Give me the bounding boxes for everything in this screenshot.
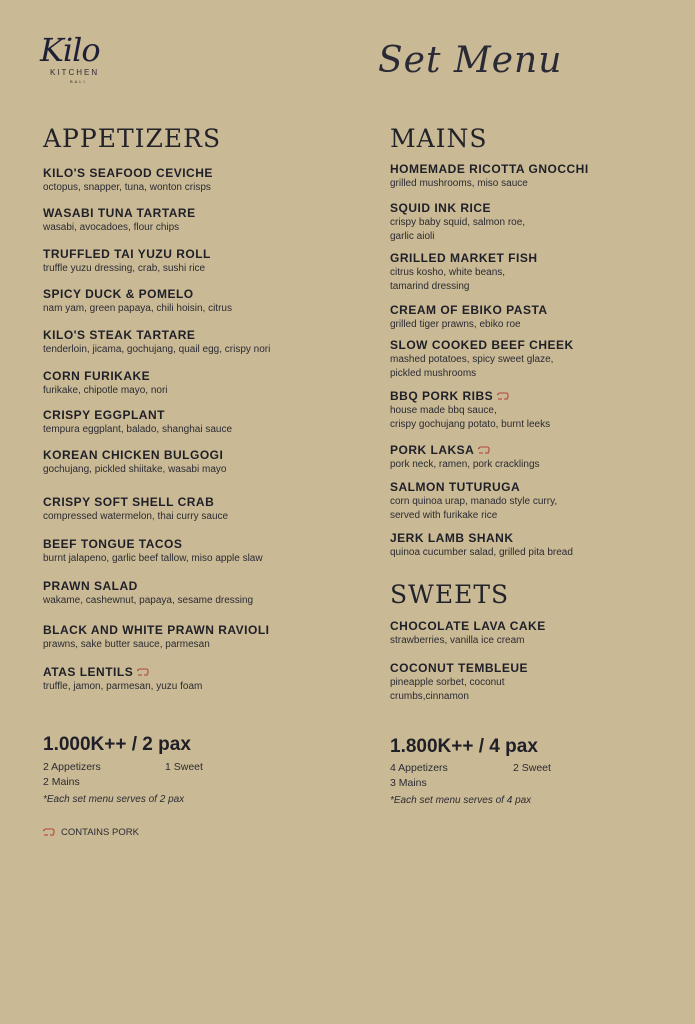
logo-subtitle: KITCHEN [50, 68, 100, 77]
item-name: CREAM OF EBIKO PASTA [390, 303, 548, 317]
item-desc: citrus kosho, white beans, [390, 267, 506, 278]
item-desc: crispy gochujang potato, burnt leeks [390, 419, 551, 430]
item-name: TRUFFLED TAI YUZU ROLL [43, 247, 211, 261]
set-sweets: 1 Sweet [165, 761, 203, 773]
menu-item [43, 247, 211, 276]
item-name: BLACK AND WHITE PRAWN RAVIOLI [43, 623, 270, 637]
set-price: 1.000K++ / 2 pax [43, 734, 191, 755]
item-desc: tempura eggplant, balado, shanghai sauce [43, 424, 233, 435]
set-appetizers: 2 Appetizers [43, 761, 101, 773]
set-two-pax [43, 734, 343, 824]
legend-label: CONTAINS PORK [61, 827, 139, 838]
item-desc: pork neck, ramen, pork cracklings [390, 459, 540, 470]
menu-item [390, 251, 538, 294]
menu-item [43, 328, 270, 357]
item-name: CRISPY EGGPLANT [43, 408, 165, 422]
item-name: SALMON TUTURUGA [390, 480, 521, 494]
item-desc: mashed potatoes, spicy sweet glaze, [390, 354, 554, 365]
item-desc: pineapple sorbet, coconut [390, 677, 505, 688]
item-desc: quinoa cucumber salad, grilled pita bread [390, 547, 573, 558]
item-name: CHOCOLATE LAVA CAKE [390, 619, 546, 633]
item-name [390, 443, 540, 458]
set-note: *Each set menu serves of 2 pax [43, 794, 185, 805]
item-desc: burnt jalapeno, garlic beef tallow, miso apple slaw [43, 553, 263, 564]
item-name: SPICY DUCK & POMELO [43, 287, 194, 301]
menu-item [390, 443, 540, 472]
item-desc: prawns, sake butter sauce, parmesan [43, 639, 210, 650]
item-name: SQUID INK RICE [390, 201, 492, 215]
item-name [43, 665, 202, 680]
appetizers-section [43, 124, 343, 724]
mains-section [390, 124, 690, 724]
item-desc: compressed watermelon, thai curry sauce [43, 511, 229, 522]
menu-item [43, 537, 263, 566]
item-desc: furikake, chipotle mayo, nori [43, 385, 168, 396]
pig-icon [497, 392, 509, 401]
set-note: *Each set menu serves of 4 pax [390, 795, 532, 806]
pig-icon [478, 446, 490, 455]
menu-item [43, 408, 232, 437]
item-desc: strawberries, vanilla ice cream [390, 635, 525, 646]
item-name [390, 389, 550, 404]
item-desc: house made bbq sauce, [390, 405, 497, 416]
item-desc: corn quinoa urap, manado style curry, [390, 496, 558, 507]
item-name: HOMEMADE RICOTTA GNOCCHI [390, 162, 589, 176]
menu-item [390, 531, 573, 560]
menu-item [43, 448, 226, 477]
menu-item [390, 201, 525, 244]
item-name: COCONUT TEMBLEUE [390, 661, 528, 675]
item-desc: crumbs,cinnamon [390, 691, 469, 702]
item-name: KILO'S STEAK TARTARE [43, 328, 196, 342]
item-name-text: PORK LAKSA [390, 443, 475, 457]
pig-icon [137, 668, 149, 677]
menu-item [43, 166, 213, 195]
item-name: PRAWN SALAD [43, 579, 138, 593]
item-desc: garlic aioli [390, 231, 435, 242]
item-desc: wasabi, avocadoes, flour chips [43, 222, 180, 233]
menu-item [390, 661, 528, 704]
item-desc: tamarind dressing [390, 281, 470, 292]
logo [40, 31, 120, 84]
item-name-text: ATAS LENTILS [43, 665, 134, 679]
set-price: 1.800K++ / 4 pax [390, 736, 538, 757]
item-name: JERK LAMB SHANK [390, 531, 514, 545]
page-title: Set Menu [378, 40, 563, 81]
item-name: GRILLED MARKET FISH [390, 251, 538, 265]
item-name: CRISPY SOFT SHELL CRAB [43, 495, 215, 509]
item-name: KOREAN CHICKEN BULGOGI [43, 448, 224, 462]
mains-title: MAINS [390, 124, 488, 153]
menu-item [390, 619, 546, 648]
menu-item [43, 495, 228, 524]
item-name: WASABI TUNA TARTARE [43, 206, 196, 220]
item-desc: crispy baby squid, salmon roe, [390, 217, 526, 228]
item-desc: tenderloin, jicama, gochujang, quail egg, crispy nori [43, 344, 271, 355]
set-four-pax [390, 736, 690, 826]
item-name: SLOW COOKED BEEF CHEEK [390, 338, 574, 352]
item-name-text: BBQ PORK RIBS [390, 389, 494, 403]
item-name: KILO'S SEAFOOD CEVICHE [43, 166, 213, 180]
pork-legend [43, 827, 139, 838]
item-desc: octopus, snapper, tuna, wonton crisps [43, 182, 211, 193]
item-name: BEEF TONGUE TACOS [43, 537, 183, 551]
pig-icon [43, 828, 55, 837]
menu-item [390, 303, 548, 332]
menu-item [43, 623, 270, 652]
appetizers-title: APPETIZERS [43, 124, 222, 153]
menu-item [390, 162, 589, 191]
item-desc: nam yam, green papaya, chili hoisin, citrus [43, 303, 232, 314]
item-desc: pickled mushrooms [390, 368, 477, 379]
menu-item [390, 389, 550, 432]
item-desc: grilled tiger prawns, ebiko roe [390, 319, 521, 330]
item-desc: wakame, cashewnut, papaya, sesame dressing [43, 595, 254, 606]
menu-item [390, 338, 574, 381]
item-desc: truffle, jamon, parmesan, yuzu foam [43, 681, 203, 692]
item-desc: served with furikake rice [390, 510, 498, 521]
menu-item [43, 579, 253, 608]
menu-item [43, 287, 232, 316]
item-desc: grilled mushrooms, miso sauce [390, 178, 528, 189]
menu-item [43, 665, 202, 694]
item-desc: gochujang, pickled shiitake, wasabi mayo [43, 464, 227, 475]
logo-location: BALI [70, 79, 87, 84]
sweets-title: SWEETS [390, 580, 510, 609]
set-mains: 2 Mains [43, 776, 80, 788]
item-desc: truffle yuzu dressing, crab, sushi rice [43, 263, 206, 274]
set-appetizers: 4 Appetizers [390, 762, 448, 774]
menu-item [43, 369, 168, 398]
menu-item [43, 206, 196, 235]
menu-item [390, 480, 557, 523]
logo-script: Kilo [40, 31, 100, 69]
set-sweets: 2 Sweet [513, 762, 551, 774]
set-mains: 3 Mains [390, 777, 427, 789]
item-name: CORN FURIKAKE [43, 369, 151, 383]
